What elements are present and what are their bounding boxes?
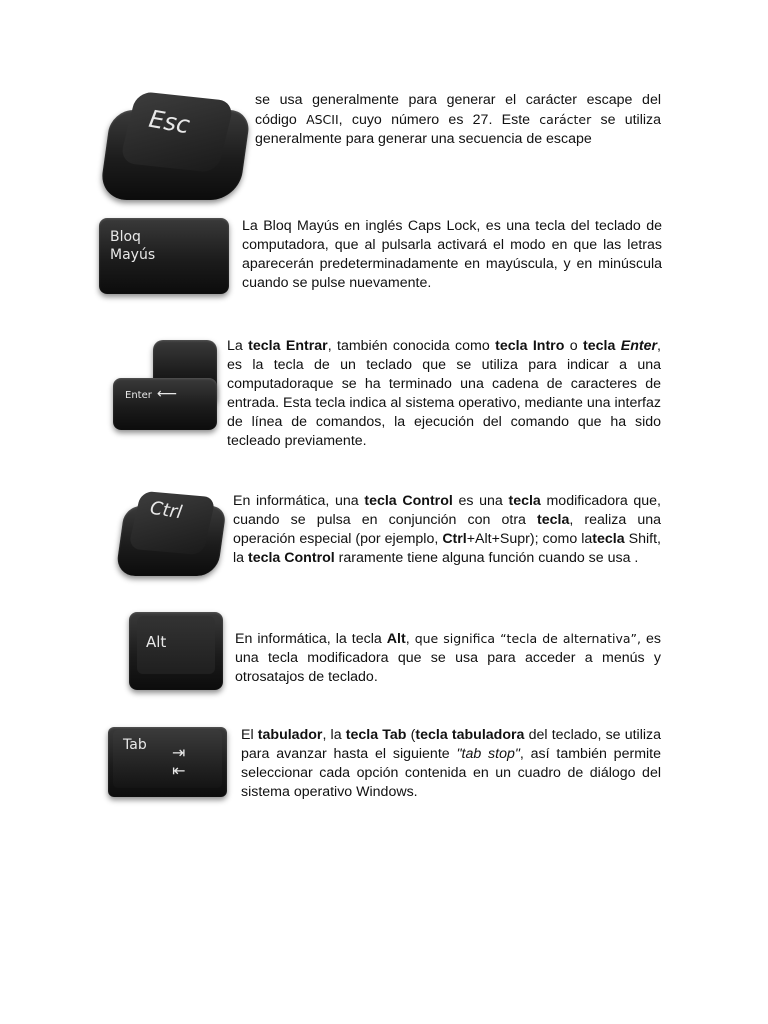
esc-description: se usa generalmente para generar el carácter escape del código ASCII, cuyo número es 27. Este carácter se utiliza generalmente para generar una secuencia de escape <box>255 92 661 147</box>
alt-key-label: Alt <box>146 633 167 651</box>
tab-key-image <box>108 727 227 797</box>
ctrl-description: En informática, una tecla Control es una tecla modificadora que, cuando se pulsa en conjunción con otra tecla, realiza una operación especial (por ejemplo, Ctrl+Alt+Supr); como latecla Shift, la tecla Control raramente tiene alguna función cuando se usa . <box>233 493 661 566</box>
tab-key-label: Tab <box>123 737 147 753</box>
tab-left-arrow-icon: ⇤ <box>172 761 186 780</box>
ctrl-key-image <box>120 492 222 578</box>
ctrl-key-label: Ctrl <box>148 497 184 524</box>
tab-right-arrow-icon: ⇥ <box>172 743 186 762</box>
enter-key-label: Enter <box>125 390 152 401</box>
alt-key-image <box>129 612 223 690</box>
esc-key-image <box>105 92 245 202</box>
esc-key-label: Esc <box>146 104 192 140</box>
mayus-key-label: Mayús <box>110 247 156 263</box>
bloq-key-label: Bloq <box>110 229 141 245</box>
tab-description: El tabulador, la tecla Tab (tecla tabuladora del teclado, se utiliza para avanzar hasta el siguiente "tab stop", así también permite seleccionar cada opción contenida en un cuadro de diálogo del sistema operativo Windows. <box>241 727 662 800</box>
enter-arrow-icon: ⟵ <box>157 386 178 402</box>
bloq-mayus-description: La Bloq Mayús en inglés Caps Lock, es una tecla del teclado de computadora, que al pulsarla activará el modo en que las letras aparecerán predeterminadamente en mayúscula, y en minúscula cuando se pulse nuevamente. <box>242 218 662 291</box>
alt-description: En informática, la tecla Alt, que significa “tecla de alternativa”, es una tecla modificadora que se usa para acceder a menús y otrosatajos de teclado. <box>235 631 661 685</box>
enter-description: La tecla Entrar, también conocida como tecla Intro o tecla Enter, es la tecla de un teclado que se utiliza para indicar a una computadoraque se ha terminado una cadena de caracteres de entrada. Esta tecla indica al sistema operativo, mediante una interfaz de línea de comandos, la ejecución del comando que ha sido tecleado previamente. <box>227 338 661 449</box>
enter-key-image <box>113 340 217 430</box>
bloq-mayus-key-image <box>99 218 229 294</box>
